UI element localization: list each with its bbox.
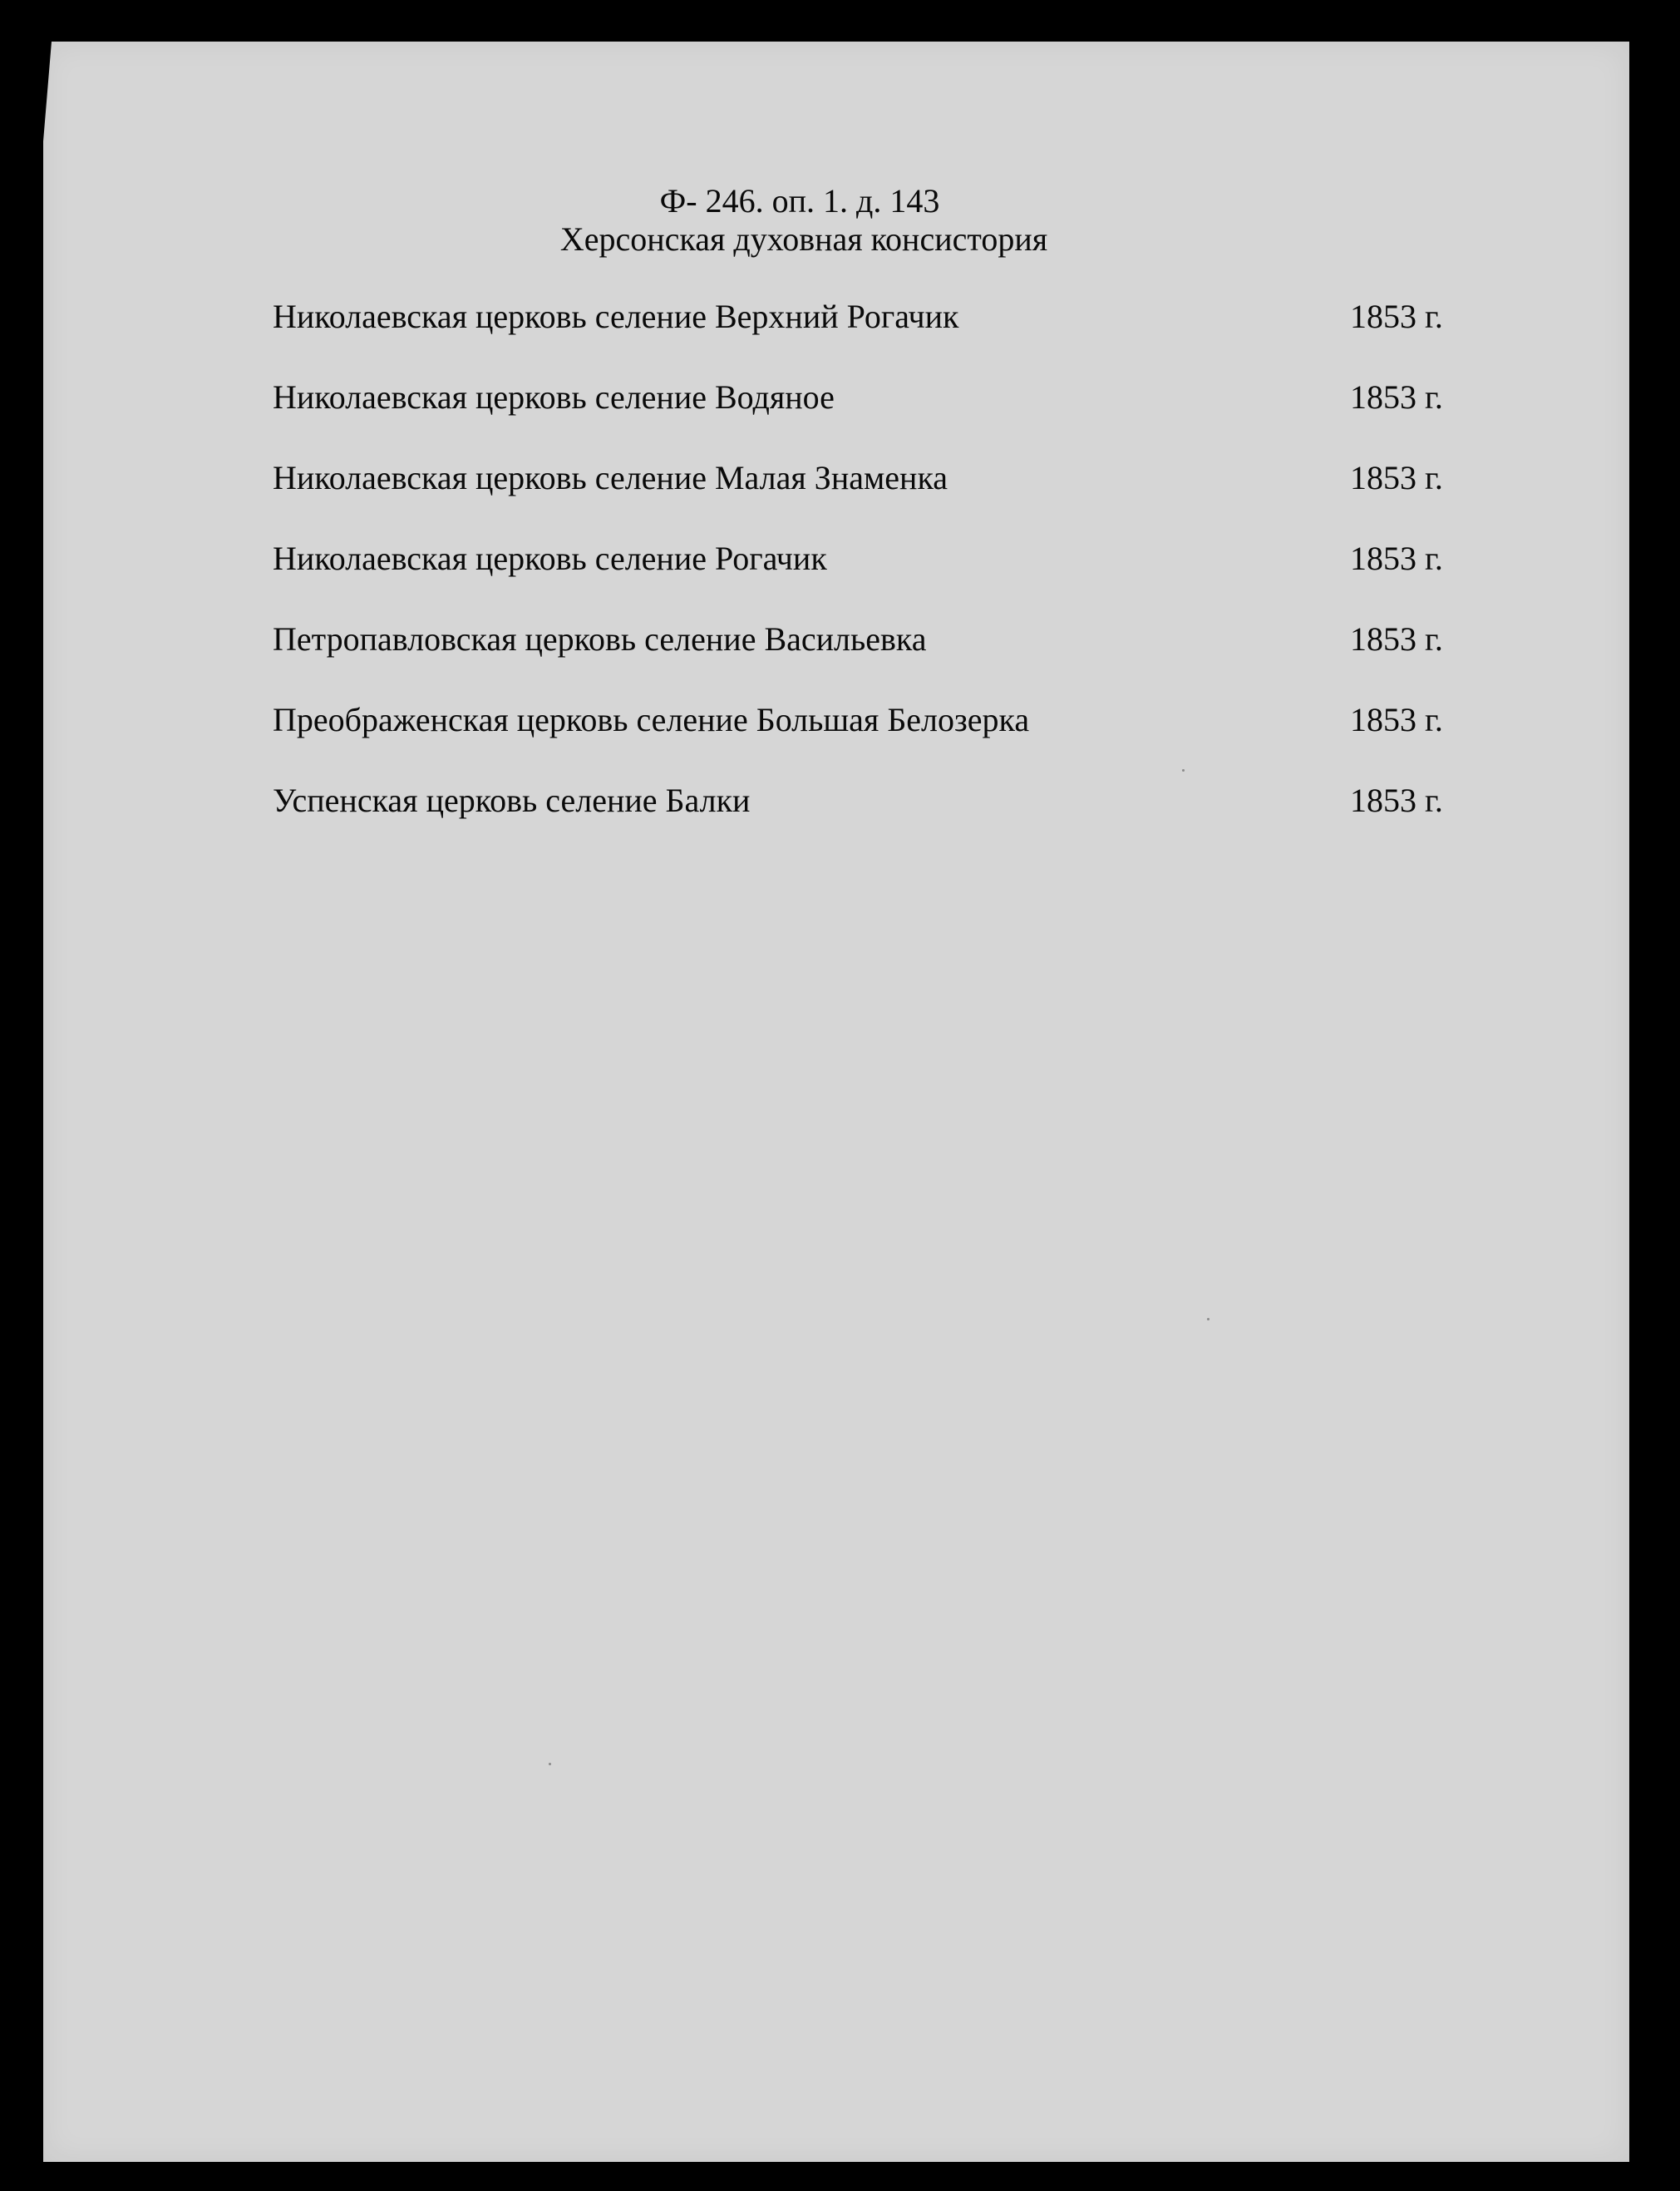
list-item: [273, 780, 1486, 861]
document-page: [43, 42, 1629, 2162]
entry-year: 1853 г.: [1350, 459, 1443, 496]
page-corner-shadow: [43, 42, 52, 141]
church-list: [273, 296, 1486, 861]
institution-title: Херсонская духовная консистория: [559, 220, 1048, 258]
entry-year: 1853 г.: [1350, 701, 1443, 738]
church-name: Николаевская церковь селение Малая Знаменка: [273, 459, 948, 496]
entry-year: 1853 г.: [1350, 378, 1443, 416]
entry-year: 1853 г.: [1350, 298, 1443, 335]
church-name: Николаевская церковь селение Верхний Рогачик: [273, 298, 959, 335]
list-item: [273, 296, 1486, 377]
list-item: [273, 538, 1486, 619]
archive-reference: Ф- 246. оп. 1. д. 143: [659, 182, 940, 220]
list-item: [273, 457, 1486, 538]
list-item: [273, 377, 1486, 457]
list-item: [273, 619, 1486, 699]
list-item: [273, 699, 1486, 780]
paper-speck: [549, 1763, 551, 1765]
church-name: Преображенская церковь селение Большая Белозерка: [273, 701, 1030, 738]
church-name: Николаевская церковь селение Водяное: [273, 378, 835, 416]
church-name: Успенская церковь селение Балки: [273, 782, 751, 819]
paper-speck: [1182, 769, 1185, 772]
entry-year: 1853 г.: [1350, 540, 1443, 577]
church-name: Петропавловская церковь селение Васильевка: [273, 620, 927, 658]
entry-year: 1853 г.: [1350, 620, 1443, 658]
entry-year: 1853 г.: [1350, 782, 1443, 819]
church-name: Николаевская церковь селение Рогачик: [273, 540, 827, 577]
paper-speck: [1207, 1318, 1210, 1320]
